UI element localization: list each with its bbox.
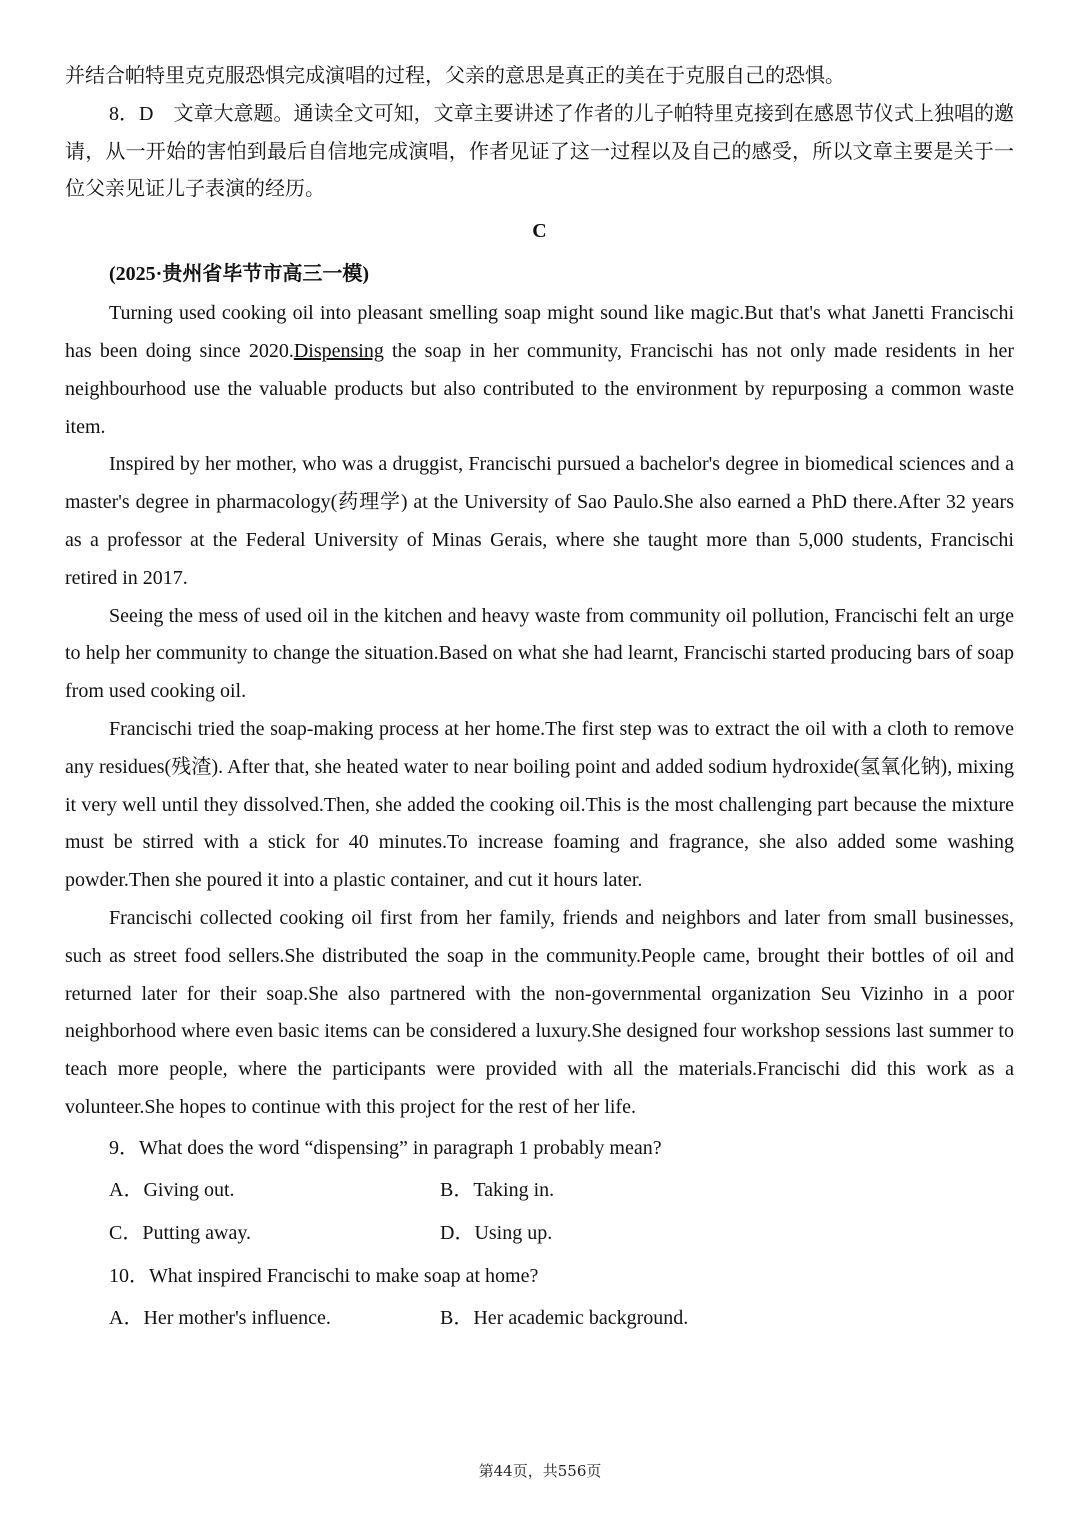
q9-option-d: D．Using up.	[440, 1221, 553, 1244]
question-9-options-row-2	[65, 1212, 1014, 1255]
question-10-options-row-1	[65, 1297, 1014, 1340]
q9-option-a: A．Giving out.	[109, 1178, 235, 1201]
p1-text-end: the soap in her community, Francischi has not only made residents in her neighbourhood use the valuable products but also contributed to the environment by repurposing a common waste item.	[65, 339, 1014, 438]
passage-paragraph-3: Seeing the mess of used oil in the kitchen and heavy waste from community oil pollution, Francischi felt an urge to help her community to change the situation.Based on what she had learnt, Francischi started producing bars of soap from used cooking oil.	[65, 604, 1014, 703]
carryover-explanation: 并结合帕特里克克服恐惧完成演唱的过程，父亲的意思是真正的美在于克服自己的恐惧。	[65, 65, 845, 87]
underlined-word-dispensing: Dispensing	[293, 339, 384, 362]
q9-option-b: B．Taking in.	[440, 1178, 555, 1201]
source-line: (2025·贵州省毕节市高三一模)	[109, 263, 369, 286]
q8-answer-explanation: 8．D 文章大意题。通读全文可知，文章主要讲述了作者的儿子帕特里克接到在感恩节仪式上独唱的邀请，从一开始的害怕到最后自信地完成演唱，作者见证了这一过程以及自己的感受，所以文章主要是关于一位父亲见证儿子表演的经历。	[65, 102, 1014, 201]
q10-option-a: A．Her mother's influence.	[109, 1306, 331, 1329]
passage-paragraph-4: Francischi tried the soap-making process at her home.The first step was to extract the oil with a cloth to remove any residues(残渣). After that, she heated water to near boiling point and added sodium hydroxide(氢氧化钠), mixing it very well until they dissolved.Then, she added the cooking oil.This is the most challenging part because the mixture must be stirred with a stick for 40 minutes.To increase foaming and fragrance, she also added some washing powder.Then she poured it into a plastic container, and cut it hours later.	[65, 717, 1014, 892]
passage-paragraph-2: Inspired by her mother, who was a druggist, Francischi pursued a bachelor's degree in biomedical sciences and a master's degree in pharmacology(药理学) at the University of Sao Paulo.She also earned a PhD there.After 32 years as a professor at the Federal University of Minas Gerais, where she taught more than 5,000 students, Francischi retired in 2017.	[65, 453, 1014, 589]
passage-paragraph-5: Francischi collected cooking oil first from her family, friends and neighbors and later from small businesses, such as street food sellers.She distributed the soap in the community.People came, brought their bottles of oil and returned later for their soap.She also partnered with the non-governmental organization Seu Vizinho in a poor neighborhood where even basic items can be considered a luxury.She designed four workshop sessions last summer to teach more people, where the participants were provided with all the materials.Francischi did this work as a volunteer.She hopes to continue with this project for the rest of her life.	[65, 906, 1014, 1118]
passage-paragraph-1	[65, 295, 1014, 446]
p1-text-start: Turning used cooking oil into pleasant smelling soap might sound like magic.But that's what Janetti Francischi has been doing since 2020.	[65, 302, 1014, 362]
page-footer: 第44页，共556页	[478, 1462, 602, 1480]
q9-option-c: C．Putting away.	[109, 1221, 252, 1244]
question-9-stem: 9．What does the word “dispensing” in paragraph 1 probably mean?	[109, 1136, 662, 1159]
section-heading: C	[532, 220, 547, 243]
question-9-options-row-1	[65, 1169, 1014, 1212]
q10-option-b: B．Her academic background.	[440, 1306, 689, 1329]
page-content	[65, 58, 1014, 1340]
question-10-stem: 10．What inspired Francischi to make soap at home?	[109, 1264, 539, 1287]
